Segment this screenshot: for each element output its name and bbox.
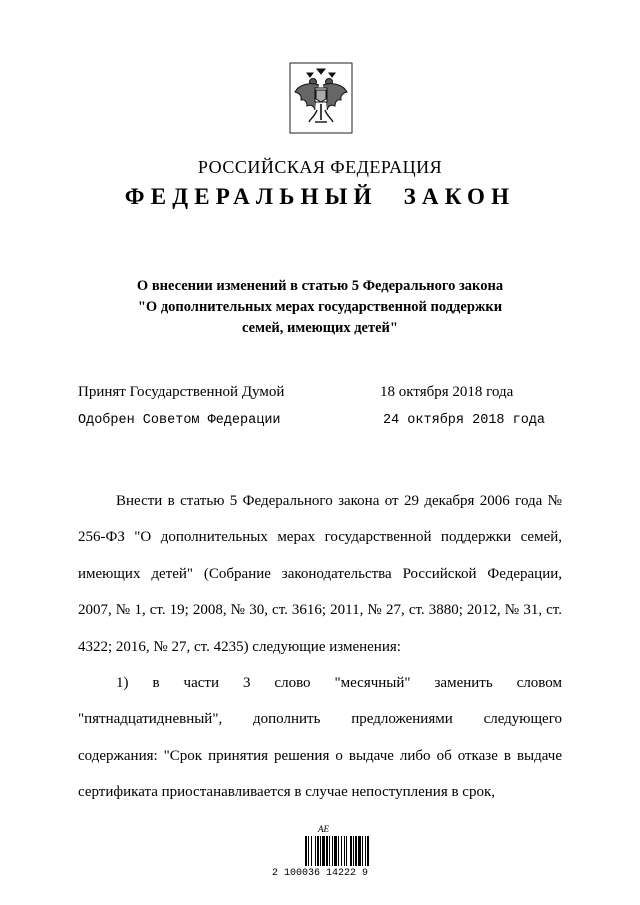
barcode-bar <box>358 836 361 866</box>
law-body <box>78 483 562 811</box>
barcode-bar <box>355 836 357 866</box>
barcode-bar <box>338 836 339 866</box>
barcode-bar <box>320 836 321 866</box>
barcode-bar <box>365 836 366 866</box>
barcode-icon <box>303 836 393 868</box>
barcode-bar <box>367 836 369 866</box>
barcode-number: 2 100036 14222 9 <box>271 868 368 879</box>
body-paragraph: Внести в статью 5 Федерального закона от 29 декабря 2006 года № 256-ФЗ "О дополнительных мерах государственной поддержки семей, имеющих детей" (Собрание законодательства Российской Федерации, 2007, № 1, ст. 19; 2008, № 30, ст. 3616; 2011, № 27, ст. 3880; 2012, № 31, ст. 4322; 2016, № 27, ст. 4235) следующие изменения: <box>78 493 562 655</box>
document-type: ФЕДЕРАЛЬНЫЙ ЗАКОН <box>124 184 516 209</box>
law-title-line: О внесении изменений в статью 5 Федерального закона <box>136 278 504 294</box>
barcode-bar <box>308 836 309 866</box>
law-title <box>100 276 540 339</box>
barcode-bar <box>315 836 316 866</box>
barcode-bar <box>329 836 330 866</box>
barcode-bar <box>311 836 312 866</box>
barcode-bar <box>346 836 347 866</box>
coat-of-arms-icon <box>289 62 353 134</box>
barcode-bar <box>334 836 337 866</box>
barcode-bar <box>341 836 342 866</box>
barcode-bar <box>317 836 319 866</box>
duma-adoption-label: Принят Государственной Думой <box>78 384 285 400</box>
barcode-bar <box>344 836 345 866</box>
barcode-bar <box>326 836 328 866</box>
duma-adoption-date: 18 октября 2018 года <box>380 384 514 400</box>
barcode-bar <box>362 836 363 866</box>
council-approval-label: Одобрен Советом Федерации <box>78 413 281 428</box>
barcode-bar <box>305 836 307 866</box>
registration-mark: AE <box>318 824 329 834</box>
barcode-bar <box>332 836 333 866</box>
council-approval-date: 24 октября 2018 года <box>383 413 546 428</box>
barcode-bar <box>322 836 325 866</box>
barcode-bar <box>353 836 354 866</box>
barcode-bar <box>350 836 352 866</box>
country-name: РОССИЙСКАЯ ФЕДЕРАЦИЯ <box>197 157 443 177</box>
law-title-line: семей, имеющих детей" <box>242 320 398 336</box>
body-paragraph: 1) в части 3 слово "месячный" заменить словом "пятнадцатидневный", дополнить предложениями следующего содержания: "Срок принятия решения о выдаче либо об отказе в выдаче сертификата приостанавливается в случае непоступления в срок, <box>78 675 562 801</box>
law-title-line: "О дополнительных мерах государственной поддержки <box>137 299 503 315</box>
